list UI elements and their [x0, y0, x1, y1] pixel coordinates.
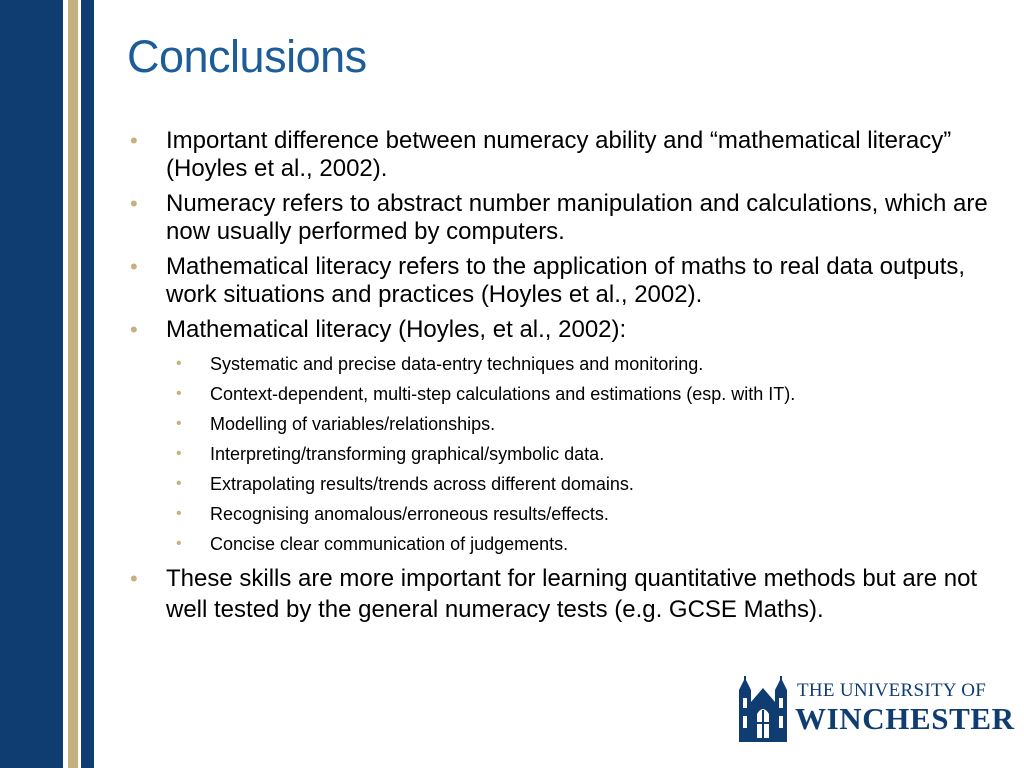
sub-bullet-icon: • — [176, 385, 182, 402]
sub-bullet-item — [166, 533, 1003, 555]
bullet-icon: • — [130, 191, 138, 216]
sub-bullet-text: Systematic and precise data-entry techniques and monitoring. — [210, 354, 704, 374]
bullet-item — [128, 253, 1003, 309]
sub-bullet-icon: • — [176, 445, 182, 462]
sub-bullet-text: Modelling of variables/relationships. — [210, 414, 496, 434]
slide-content — [128, 127, 1003, 632]
bullet-icon: • — [130, 317, 138, 342]
bullet-text: These skills are more important for learning quantitative methods but are not well tested by the general numeracy tests (e.g. GCSE Maths). — [166, 565, 978, 623]
bullet-text: Numeracy refers to abstract number manipulation and calculations, which are now usually performed by computers. — [166, 190, 988, 245]
bullet-item — [128, 127, 1003, 183]
bullet-item — [128, 190, 1003, 246]
bullet-icon: • — [130, 254, 138, 279]
sub-bullet-item — [166, 413, 1003, 435]
sub-bullet-item — [166, 473, 1003, 495]
sub-bullet-item — [166, 503, 1003, 525]
sub-bullet-text: Recognising anomalous/erroneous results/effects. — [210, 504, 609, 524]
bullet-text: Mathematical literacy (Hoyles, et al., 2002): — [166, 316, 627, 343]
bullet-icon: • — [130, 128, 138, 153]
logo-text-line1: THE UNIVERSITY OF — [797, 680, 987, 701]
cathedral-icon — [735, 676, 791, 744]
sub-bullet-item — [166, 383, 1003, 405]
sub-bullet-text: Context-dependent, multi-step calculations and estimations (esp. with IT). — [210, 384, 796, 404]
sub-bullet-icon: • — [176, 355, 182, 372]
slide-title: Conclusions — [127, 31, 367, 82]
left-stripe-navy — [0, 0, 63, 768]
sub-bullet-icon: • — [176, 475, 182, 492]
sub-bullet-list — [166, 353, 1003, 555]
bullet-text: Important difference between numeracy ability and “mathematical literacy” (Hoyles et al., 2002). — [166, 127, 952, 182]
bullet-icon: • — [130, 566, 138, 591]
sub-bullet-icon: • — [176, 535, 182, 552]
bullet-text: Mathematical literacy refers to the application of maths to real data outputs, work situations and practices (Hoyles et al., 2002). — [166, 253, 966, 308]
logo-text-line2: WINCHESTER — [795, 701, 1015, 736]
bullet-item — [128, 563, 1003, 625]
sub-bullet-item — [166, 353, 1003, 375]
university-logo — [735, 676, 1015, 744]
sub-bullet-text: Extrapolating results/trends across different domains. — [210, 474, 634, 494]
sub-bullet-text: Concise clear communication of judgements. — [210, 534, 569, 554]
bullet-item — [128, 316, 1003, 555]
left-stripe-gold — [68, 0, 78, 768]
bullet-list — [128, 127, 1003, 625]
sub-bullet-icon: • — [176, 415, 182, 432]
sub-bullet-item — [166, 443, 1003, 465]
sub-bullet-icon: • — [176, 505, 182, 522]
left-stripe-navy-2 — [81, 0, 94, 768]
sub-bullet-text: Interpreting/transforming graphical/symbolic data. — [210, 444, 605, 464]
